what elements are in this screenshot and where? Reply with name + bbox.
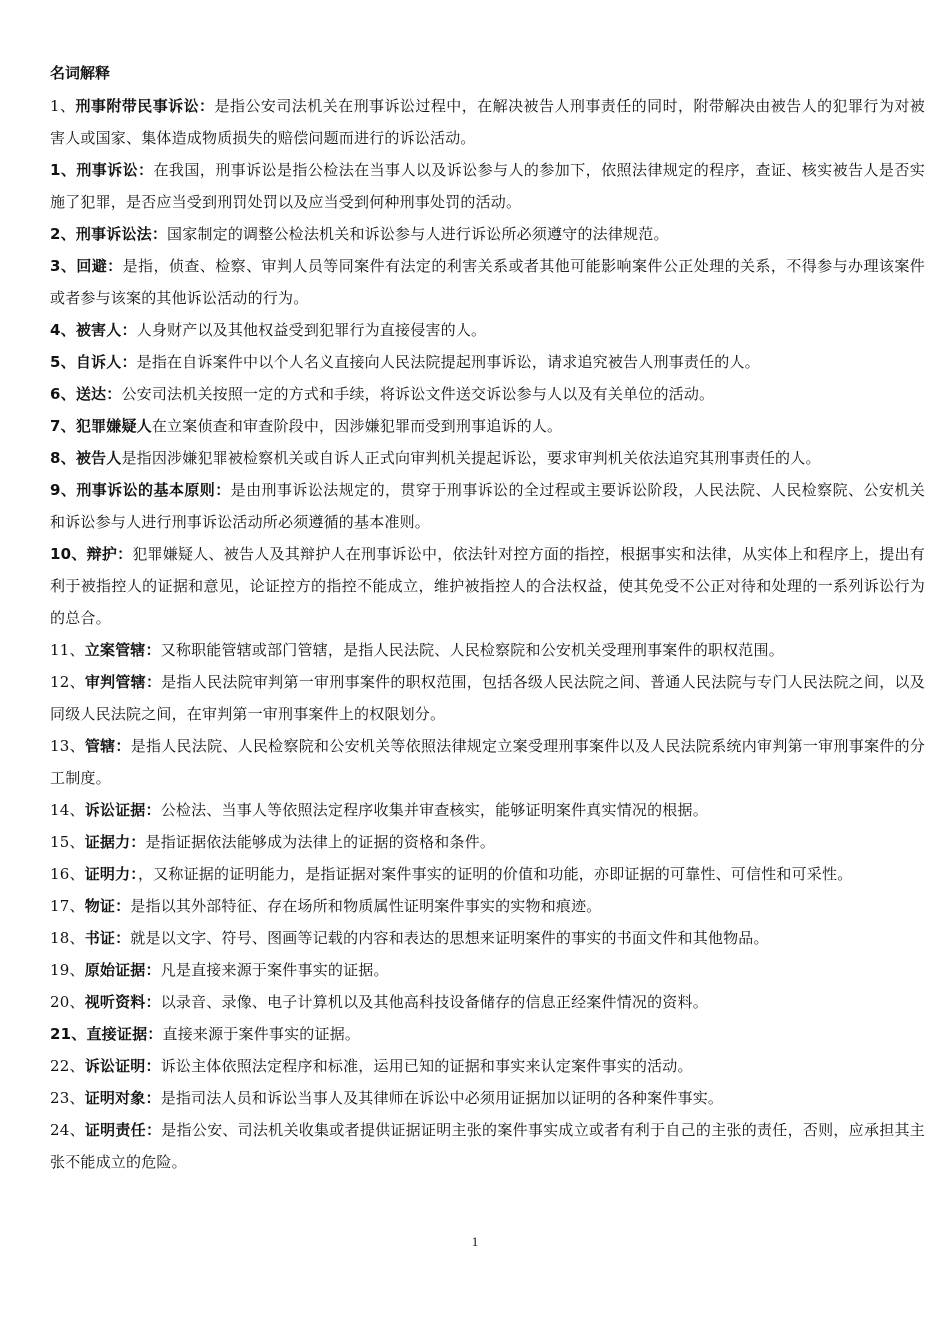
definition-entry xyxy=(50,986,925,1018)
entry-definition: ，又称证据的证明能力，是指证据对案件事实的证明的价值和功能，亦即证据的可靠性、可信性和可采性。 xyxy=(138,865,853,883)
entry-definition: 是指因涉嫌犯罪被检察机关或自诉人正式向审判机关提起诉讼，要求审判机关依法追究其刑事责任的人。 xyxy=(121,449,821,467)
entry-number: 1、 xyxy=(50,97,76,115)
entry-definition: 在我国，刑事诉讼是指公检法在当事人以及诉讼参与人的参加下，依照法律规定的程序，查证、核实被告人是否实施了犯罪，是否应当受到刑罚处罚以及应当受到何种刑事处罚的活动。 xyxy=(50,161,925,211)
definition-entry xyxy=(50,154,925,218)
definition-entry xyxy=(50,250,925,314)
definition-entry xyxy=(50,410,925,442)
entry-number: 10、 xyxy=(50,545,87,563)
entry-number: 8、 xyxy=(50,449,76,467)
page-number: 1 xyxy=(471,1234,479,1249)
definition-entry xyxy=(50,1114,925,1178)
entry-term: 刑事诉讼： xyxy=(76,161,154,179)
entry-term: 被害人： xyxy=(75,321,137,339)
entry-definition: 国家制定的调整公检法机关和诉讼参与人进行诉讼所必须遵守的法律规范。 xyxy=(167,225,669,243)
entry-definition: 凡是直接来源于案件事实的证据。 xyxy=(160,961,389,979)
entry-term: 刑事诉讼的基本原则： xyxy=(76,481,231,499)
entry-definition: 是指在自诉案件中以个人名义直接向人民法院提起刑事诉讼，请求追究被告人刑事责任的人。 xyxy=(136,353,760,371)
entry-number: 23、 xyxy=(50,1089,85,1107)
definition-entry xyxy=(50,474,925,538)
entry-number: 19、 xyxy=(50,961,85,979)
entry-definition: 是指以其外部特征、存在场所和物质属性证明案件事实的实物和痕迹。 xyxy=(130,897,602,915)
entry-definition: 人身财产以及其他权益受到犯罪行为直接侵害的人。 xyxy=(136,321,487,339)
entry-number: 15、 xyxy=(50,833,85,851)
entry-term: 审判管辖： xyxy=(84,673,162,691)
entry-number: 12、 xyxy=(50,673,85,691)
entry-term: 证明对象： xyxy=(84,1089,161,1107)
entry-number: 7、 xyxy=(50,417,76,435)
entry-definition: 诉讼主体依照法定程序和标准，运用已知的证据和事实来认定案件事实的活动。 xyxy=(160,1057,693,1075)
entry-definition: 又称职能管辖或部门管辖，是指人民法院、人民检察院和公安机关受理刑事案件的职权范围。 xyxy=(160,641,784,659)
definition-entry xyxy=(50,794,925,826)
entry-number: 1、 xyxy=(50,161,77,179)
entry-definition: 公安司法机关按照一定的方式和手续，将诉讼文件送交诉讼参与人以及有关单位的活动。 xyxy=(121,385,715,403)
entry-term: 管辖： xyxy=(84,737,131,755)
entry-definition: 以录音、录像、电子计算机以及其他高科技设备储存的信息正经案件情况的资料。 xyxy=(160,993,708,1011)
definition-entry xyxy=(50,346,925,378)
entry-term: 诉讼证据： xyxy=(84,801,161,819)
entry-term: 原始证据： xyxy=(84,961,161,979)
entry-number: 11、 xyxy=(50,641,85,659)
definition-entry xyxy=(50,954,925,986)
entry-term: 诉讼证明： xyxy=(84,1057,161,1075)
entry-number: 20、 xyxy=(50,993,85,1011)
entry-term: 证明力： xyxy=(84,865,138,883)
entry-number: 17、 xyxy=(50,897,85,915)
entry-term: 送达： xyxy=(75,385,122,403)
definition-entry xyxy=(50,378,925,410)
definition-entry xyxy=(50,442,925,474)
entry-term: 刑事附带民事诉讼： xyxy=(75,97,215,115)
definition-entry xyxy=(50,218,925,250)
entry-definition: 在立案侦查和审查阶段中，因涉嫌犯罪而受到刑事追诉的人。 xyxy=(151,417,563,435)
entry-number: 14、 xyxy=(50,801,85,819)
entry-term: 证据力： xyxy=(84,833,146,851)
entry-term: 回避： xyxy=(76,257,123,275)
definition-entry xyxy=(50,1082,925,1114)
entry-number: 6、 xyxy=(50,385,76,403)
entry-number: 2、 xyxy=(50,225,76,243)
entry-term: 自诉人： xyxy=(75,353,137,371)
definition-entry xyxy=(50,858,925,890)
entry-term: 直接证据： xyxy=(86,1025,163,1043)
entry-term: 辩护： xyxy=(86,545,133,563)
entry-definition: 是指证据依法能够成为法律上的证据的资格和条件。 xyxy=(145,833,496,851)
entry-definition: 犯罪嫌疑人、被告人及其辩护人在刑事诉讼中，依法针对控方面的指控，根据事实和法律，从实体上和程序上，提出有利于被指控人的证据和意见，论证控方的指控不能成立，维护被指控人的合法权益，使其免受不公正对待和处理的一系列诉讼行为的总合。 xyxy=(50,545,925,627)
entry-number: 18、 xyxy=(50,929,85,947)
definition-list xyxy=(50,90,925,1178)
entry-definition: 公检法、当事人等依照法定程序收集并审查核实，能够证明案件真实情况的根据。 xyxy=(160,801,708,819)
definition-entry xyxy=(50,314,925,346)
definition-entry xyxy=(50,1018,925,1050)
definition-entry xyxy=(50,890,925,922)
entry-definition: 是指人民法院审判第一审刑事案件的职权范围，包括各级人民法院之间、普通人民法院与专门人民法院之间，以及同级人民法院之间，在审判第一审刑事案件上的权限划分。 xyxy=(50,673,925,723)
entry-number: 13、 xyxy=(50,737,85,755)
entry-term: 立案管辖： xyxy=(84,641,161,659)
definition-entry xyxy=(50,666,925,730)
entry-term: 犯罪嫌疑人 xyxy=(75,417,152,435)
definition-entry xyxy=(50,826,925,858)
definition-entry xyxy=(50,538,925,634)
entry-definition: 是指司法人员和诉讼当事人及其律师在诉讼中必须用证据加以证明的各种案件事实。 xyxy=(160,1089,724,1107)
section-heading: 名词解释 xyxy=(50,64,111,82)
definition-entry xyxy=(50,922,925,954)
entry-number: 9、 xyxy=(50,481,77,499)
entry-definition: 就是以文字、符号、图画等记载的内容和表达的思想来证明案件的事实的书面文件和其他物品。 xyxy=(130,929,769,947)
entry-number: 16、 xyxy=(50,865,85,883)
entry-definition: 直接来源于案件事实的证据。 xyxy=(162,1025,361,1043)
entry-number: 24、 xyxy=(50,1121,85,1139)
definition-entry xyxy=(50,1050,925,1082)
entry-number: 22、 xyxy=(50,1057,85,1075)
definition-entry xyxy=(50,90,925,154)
definition-entry xyxy=(50,634,925,666)
entry-definition: 是指，侦查、检察、审判人员等同案件有法定的利害关系或者其他可能影响案件公正处理的关系，不得参与办理该案件或者参与该案的其他诉讼活动的行为。 xyxy=(50,257,925,307)
entry-number: 5、 xyxy=(50,353,76,371)
entry-definition: 是指人民法院、人民检察院和公安机关等依照法律规定立案受理刑事案件以及人民法院系统内审判第一审刑事案件的分工制度。 xyxy=(50,737,926,787)
entry-definition: 是指公安、司法机关收集或者提供证据证明主张的案件事实成立或者有利于自己的主张的责任，否则，应承担其主张不能成立的危险。 xyxy=(50,1121,925,1171)
entry-term: 书证： xyxy=(84,929,131,947)
entry-number: 3、 xyxy=(50,257,77,275)
entry-definition: 是由刑事诉讼法规定的，贯穿于刑事诉讼的全过程或主要诉讼阶段，人民法院、人民检察院、公安机关和诉讼参与人进行刑事诉讼活动所必须遵循的基本准则。 xyxy=(50,481,925,531)
entry-term: 刑事诉讼法： xyxy=(75,225,168,243)
entry-term: 视听资料： xyxy=(84,993,161,1011)
entry-term: 物证： xyxy=(84,897,131,915)
entry-term: 证明责任： xyxy=(84,1121,162,1139)
entry-number: 4、 xyxy=(50,321,76,339)
entry-term: 被告人 xyxy=(75,449,122,467)
entry-definition: 是指公安司法机关在刑事诉讼过程中，在解决被告人刑事责任的同时，附带解决由被告人的犯罪行为对被害人或国家、集体造成物质损失的赔偿问题而进行的诉讼活动。 xyxy=(50,97,925,147)
document-content xyxy=(50,60,925,1178)
entry-number: 21、 xyxy=(50,1025,87,1043)
definition-entry xyxy=(50,730,925,794)
